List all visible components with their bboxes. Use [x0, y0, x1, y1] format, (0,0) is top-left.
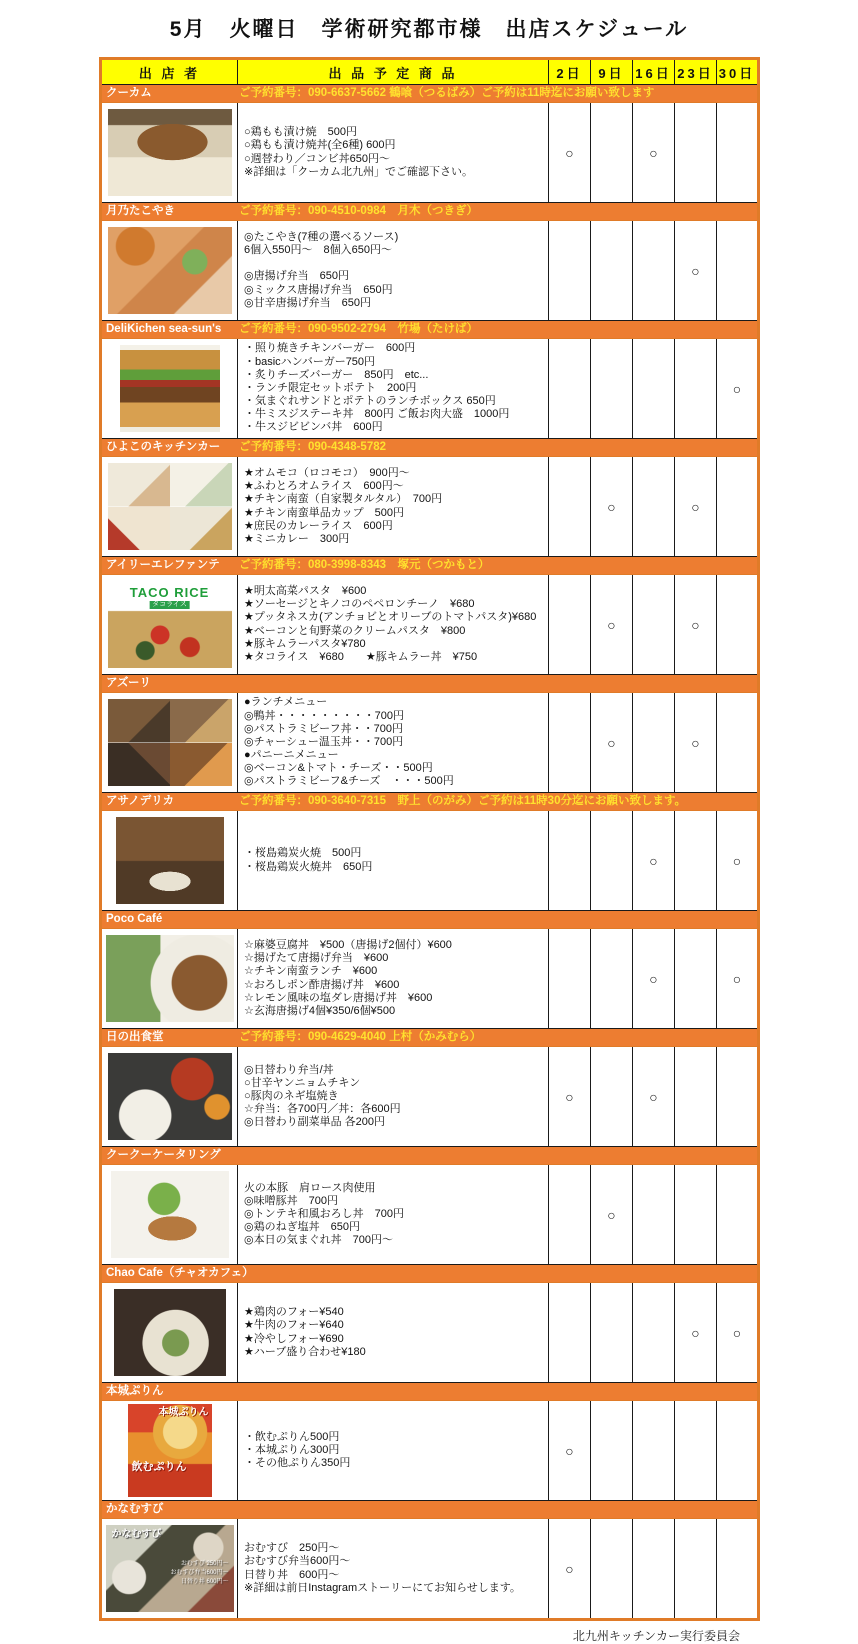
menu-line: ◎日替わり弁当/丼: [244, 1063, 334, 1076]
date-cell-2日: [549, 1519, 591, 1620]
taco-rice-photo: [108, 581, 232, 668]
vendor-bar-cell: [101, 439, 759, 457]
vendor-name: アイリーエレファンテ: [106, 559, 220, 571]
menu-line: ★ソーセージとキノコのペペロンチーノ ¥680: [244, 598, 475, 611]
date-cell-30日: [717, 1519, 759, 1620]
menu-line: ※詳細は前日Instagramストーリーにてお知らせします。: [244, 1581, 521, 1594]
menu-cell: [238, 103, 549, 203]
date-cell-30日: [717, 103, 759, 203]
vendor-photo-cell: [101, 1165, 238, 1265]
vendor-bar-cell: [101, 321, 759, 339]
onigiri-photo: [106, 1525, 234, 1612]
vendor-bar-cell: [101, 675, 759, 693]
pork-plate-photo: [111, 1171, 229, 1258]
available-circle-mark: ○: [607, 498, 616, 515]
menu-line: ★タコライス ¥680 ★豚キムラー丼 ¥750: [244, 650, 478, 663]
vendor-content-row: [101, 929, 759, 1029]
vendor-photo-cell: [101, 1283, 238, 1383]
vendor-name: Poco Café: [106, 913, 163, 925]
menu-cell: [238, 457, 549, 557]
date-cell-9日: [591, 693, 633, 793]
date-cell-2日: [549, 457, 591, 557]
vendor-section-bar: [101, 1501, 759, 1519]
photo-caption-text: TACO RICE: [129, 585, 210, 600]
vendor-section-bar: [101, 85, 759, 103]
date-cell-30日: [717, 929, 759, 1029]
date-cell-9日: [591, 811, 633, 911]
date-cell-30日: [717, 457, 759, 557]
date-cell-9日: [591, 1519, 633, 1620]
vendor-section-bar: [101, 321, 759, 339]
takoyaki-photo: [108, 227, 232, 314]
vendor-photo-cell: [101, 457, 238, 557]
photo-caption-text: 飲むぷりん: [131, 1460, 187, 1473]
date-cell-30日: [717, 339, 759, 439]
vendor-photo-cell: [101, 575, 238, 675]
date-cell-23日: [675, 221, 717, 321]
date-cell-30日: [717, 1283, 759, 1383]
vendor-name: DeliKichen sea-sun's: [106, 323, 222, 335]
menu-line: ・飲むぷりん500円: [244, 1430, 340, 1443]
menu-cell: [238, 221, 549, 321]
date-cell-2日: [549, 1401, 591, 1501]
vendor-bar: [102, 793, 757, 810]
menu-line: ◎味噌豚丼 700円: [244, 1194, 338, 1207]
vendor-section-bar: [101, 439, 759, 457]
vendor-bar: [102, 1029, 757, 1046]
menu-line: ◎唐揚げ弁当 650円: [244, 270, 349, 283]
header-date-cell: 23日: [675, 59, 717, 85]
menu-line: ・気まぐれサンドとポテトのランチボックス 650円: [244, 395, 496, 408]
date-cell-30日: [717, 693, 759, 793]
menu-line: ☆おろしポン酢唐揚げ丼 ¥600: [244, 978, 400, 991]
date-cell-30日: [717, 1401, 759, 1501]
available-circle-mark: ○: [732, 970, 742, 987]
date-cell-30日: [717, 811, 759, 911]
vendor-section-bar: [101, 1265, 759, 1283]
menu-line: ・その他ぷりん350円: [244, 1457, 351, 1470]
date-cell-16日: [633, 929, 675, 1029]
date-cell-9日: [591, 1165, 633, 1265]
menu-line: ★ベーコンと旬野菜のクリームパスタ ¥800: [244, 624, 466, 637]
vendor-content-row: [101, 1165, 759, 1265]
vendor-bar: [102, 203, 757, 220]
menu-cell: [238, 693, 549, 793]
menu-line: 日替り丼 600円～: [244, 1568, 340, 1581]
charcoal-grilled-chicken-photo: [116, 817, 224, 904]
menu-line: ◎パストラミビーフ丼・・700円: [244, 722, 403, 735]
date-cell-23日: [675, 575, 717, 675]
photo-caption-text: 日替り丼 600円～: [180, 1579, 229, 1585]
menu-line: ◎ミックス唐揚げ弁当 650円: [244, 283, 393, 296]
menu-line: ○鶏もも漬け焼丼(全6種) 600円: [244, 139, 396, 152]
date-cell-30日: [717, 1047, 759, 1147]
vendor-bar: [102, 557, 757, 574]
date-cell-16日: [633, 339, 675, 439]
vendor-bar-cell: [101, 793, 759, 811]
menu-line: ○甘辛ヤンニョムチキン: [244, 1076, 361, 1089]
menu-line: ・照り焼きチキンバーガー 600円: [244, 342, 416, 355]
available-circle-mark: ○: [732, 1324, 742, 1341]
vendor-content-row: [101, 811, 759, 911]
menu-cell: [238, 339, 549, 439]
date-cell-23日: [675, 1047, 717, 1147]
menu-line: ★冷やしフォー¥690: [244, 1332, 344, 1345]
vendor-content-row: [101, 457, 759, 557]
menu-cell: [238, 575, 549, 675]
date-cell-16日: [633, 1283, 675, 1383]
menu-line: ◎トンテキ和風おろし丼 700円: [244, 1207, 404, 1220]
menu-line: ★ふわとろオムライス 600円～: [244, 480, 404, 493]
vendor-bar-cell: [101, 203, 759, 221]
menu-line: ◎本日の気まぐれ丼 700円～: [244, 1234, 393, 1247]
vendor-photo-cell: [101, 811, 238, 911]
photo-caption-text: かなむすび: [111, 1529, 162, 1540]
date-cell-9日: [591, 339, 633, 439]
menu-line: ☆玄海唐揚げ4個¥350/6個¥500: [244, 1004, 396, 1017]
vendor-reservation-info: ご予約番号：090-9502-2794 竹場（たけば）: [239, 323, 479, 335]
hamburger-photo: [120, 345, 220, 432]
pho-bowl-photo: [114, 1289, 226, 1376]
menu-line: ・桜島鶏炭火焼丼 650円: [244, 860, 373, 873]
vendor-name: クーカム: [106, 87, 152, 99]
menu-line: ◎たこやき(7種の選べるソース): [244, 231, 399, 244]
available-circle-mark: ○: [565, 1442, 574, 1459]
vendor-bar-cell: [101, 1383, 759, 1401]
menu-line: ◎日替わり副菜単品 各200円: [244, 1116, 386, 1129]
vendor-photo-cell: [101, 929, 238, 1029]
date-cell-16日: [633, 1165, 675, 1265]
menu-line: ★牛肉のフォー¥640: [244, 1319, 344, 1332]
available-circle-mark: ○: [732, 380, 742, 397]
available-circle-mark: ○: [649, 1088, 658, 1105]
vendor-name: 本城ぷりん: [106, 1385, 164, 1397]
karaage-poster-and-mapo-bowl-photo: [106, 935, 234, 1022]
vendor-reservation-info: ご予約番号：080-3998-8343 塚元（つかもと）: [239, 559, 490, 571]
vendor-name: アズーリ: [106, 677, 151, 689]
menu-line: ★オムモコ（ロコモコ） 900円～: [244, 466, 410, 479]
menu-line: ★ミニカレー 300円: [244, 532, 350, 545]
vendor-reservation-info: ご予約番号：090-4629-4040 上村（かみむら）: [239, 1031, 482, 1043]
menu-cell: [238, 1047, 549, 1147]
menu-line: ★明太高菜パスタ ¥600: [244, 584, 367, 597]
vendor-content-row: [101, 221, 759, 321]
vendor-bar-cell: [101, 557, 759, 575]
menu-line: ◎チャーシュー温玉丼・・700円: [244, 735, 404, 748]
bento-collage-photo: [108, 463, 232, 550]
menu-cell: [238, 1283, 549, 1383]
available-circle-mark: ○: [565, 144, 574, 161]
photo-caption-text: おむすび 250円～: [180, 1561, 229, 1567]
menu-cell: [238, 1519, 549, 1620]
vendor-content-row: [101, 1401, 759, 1501]
menu-line: ○豚肉のネギ塩焼き: [244, 1089, 339, 1102]
menu-line: ・basicハンバーガー750円: [244, 355, 376, 368]
date-cell-23日: [675, 103, 717, 203]
vendor-bar-cell: [101, 1029, 759, 1047]
menu-line: ・牛ミスジステーキ丼 800円 ご飯お肉大盛 1000円: [244, 408, 510, 421]
menu-line: ☆弁当：各700円／丼：各600円: [244, 1103, 401, 1116]
vendor-content-row: [101, 693, 759, 793]
vendor-name: 日の出食堂: [106, 1031, 164, 1043]
available-circle-mark: ○: [565, 1088, 574, 1105]
vendor-reservation-info: ご予約番号：090-3640-7315 野上（のがみ）ご予約は11時30分迄にお願い致します。: [239, 795, 687, 807]
date-cell-23日: [675, 811, 717, 911]
menu-line: 火の本豚 肩ロース肉使用: [244, 1181, 376, 1194]
menu-cell: [238, 811, 549, 911]
date-cell-23日: [675, 929, 717, 1029]
photo-caption-text: おむすび弁当600円～: [170, 1570, 229, 1576]
available-circle-mark: ○: [607, 616, 616, 633]
vendor-photo-cell: [101, 1047, 238, 1147]
vendor-name: かなむすび: [106, 1503, 164, 1515]
menu-line: ・桜島鶏炭火焼 500円: [244, 847, 362, 860]
vendor-content-row: [101, 1519, 759, 1620]
header-date-cell: 2日: [549, 59, 591, 85]
menu-line: ★チキン南蛮（自家製タルタル） 700円: [244, 493, 443, 506]
vendor-bar: [102, 439, 757, 456]
date-cell-9日: [591, 221, 633, 321]
available-circle-mark: ○: [691, 616, 700, 633]
date-cell-2日: [549, 1283, 591, 1383]
footer-committee: 北九州キッチンカー実行委員会: [572, 1629, 740, 1643]
available-circle-mark: ○: [732, 852, 742, 869]
vendor-bar-cell: [101, 1501, 759, 1519]
menu-line: ◎甘辛唐揚げ弁当 650円: [244, 296, 371, 309]
date-cell-16日: [633, 103, 675, 203]
menu-line: ★鶏肉のフォー¥540: [244, 1306, 344, 1319]
menu-line: おむすび 250円～: [244, 1542, 340, 1555]
menu-line: ◎パストラミビーフ&チーズ ・・・500円: [244, 775, 454, 788]
vendor-name: Chao Cafe（チャオカフェ）: [106, 1267, 254, 1279]
vendor-section-bar: [101, 203, 759, 221]
vendor-name: アサノデリカ: [106, 795, 175, 807]
photo-caption-text: 本城ぷりん: [158, 1407, 209, 1418]
date-cell-2日: [549, 339, 591, 439]
header-date-cell: 9日: [591, 59, 633, 85]
menu-line: ☆揚げたて唐揚げ弁当 ¥600: [244, 952, 389, 965]
date-cell-9日: [591, 103, 633, 203]
date-cell-9日: [591, 575, 633, 675]
available-circle-mark: ○: [691, 1324, 700, 1341]
menu-line: ○週替わり／コンビ丼650円～: [244, 152, 390, 165]
pudding-poster-photo: [128, 1404, 212, 1497]
vendor-reservation-info: ご予約番号：090-4348-5782: [239, 441, 387, 453]
vendor-section-bar: [101, 1147, 759, 1165]
menu-line: [244, 257, 542, 270]
date-cell-30日: [717, 1165, 759, 1265]
date-cell-30日: [717, 221, 759, 321]
date-cell-23日: [675, 1519, 717, 1620]
menu-line: ☆レモン風味の塩ダレ唐揚げ丼 ¥600: [244, 991, 433, 1004]
menu-line: ★豚キムラーパスタ¥780: [244, 637, 366, 650]
meat-dishes-collage-photo: [108, 699, 232, 786]
vendor-bar: [102, 1383, 757, 1400]
vendor-bar: [102, 1501, 757, 1518]
vendor-bar-cell: [101, 1147, 759, 1165]
vendor-photo-cell: [101, 693, 238, 793]
vendor-name: 月乃たこやき: [106, 205, 175, 217]
header-date-cell: 30日: [717, 59, 759, 85]
menu-line: ・本城ぷりん300円: [244, 1443, 340, 1456]
schedule-table: [99, 57, 760, 1621]
menu-line: ☆麻婆豆腐丼 ¥500（唐揚げ2個付）¥600: [244, 938, 452, 951]
date-cell-2日: [549, 1047, 591, 1147]
available-circle-mark: ○: [565, 1560, 574, 1577]
available-circle-mark: ○: [649, 852, 658, 869]
header-vendor-cell: 出 店 者: [101, 59, 238, 85]
vendor-bar: [102, 321, 757, 338]
available-circle-mark: ○: [607, 734, 616, 751]
vendor-content-row: [101, 575, 759, 675]
date-cell-2日: [549, 221, 591, 321]
vendor-content-row: [101, 103, 759, 203]
date-cell-9日: [591, 929, 633, 1029]
date-cell-23日: [675, 339, 717, 439]
date-cell-16日: [633, 1401, 675, 1501]
vendor-name: クークーケータリング: [106, 1149, 221, 1161]
vendor-section-bar: [101, 911, 759, 929]
available-circle-mark: ○: [691, 498, 700, 515]
vendor-content-row: [101, 1047, 759, 1147]
menu-line: ★ハーブ盛り合わせ¥180: [244, 1345, 366, 1358]
date-cell-9日: [591, 1283, 633, 1383]
available-circle-mark: ○: [607, 1206, 616, 1223]
vendor-photo-cell: [101, 103, 238, 203]
vendor-bar: [102, 85, 757, 102]
date-cell-2日: [549, 575, 591, 675]
vendor-bar: [102, 1147, 757, 1164]
date-cell-9日: [591, 457, 633, 557]
date-cell-16日: [633, 1047, 675, 1147]
header-date-cell: 16日: [633, 59, 675, 85]
date-cell-2日: [549, 929, 591, 1029]
menu-line: ★プッタネスカ(アンチョビとオリーブのトマトパスタ)¥680: [244, 611, 537, 624]
menu-line: ◎鴨丼・・・・・・・・・700円: [244, 709, 404, 722]
menu-line: ・ランチ限定セットポテト 200円: [244, 381, 417, 394]
date-cell-23日: [675, 1401, 717, 1501]
menu-line: ●ランチメニュー: [244, 696, 328, 709]
vendor-bar-cell: [101, 1265, 759, 1283]
date-cell-30日: [717, 575, 759, 675]
date-cell-9日: [591, 1401, 633, 1501]
page-title: 5月 火曜日 学術研究都市様 出店スケジュール: [169, 18, 689, 41]
date-cell-2日: [549, 1165, 591, 1265]
vendor-photo-cell: [101, 1519, 238, 1620]
date-cell-2日: [549, 693, 591, 793]
menu-cell: [238, 1165, 549, 1265]
available-circle-mark: ○: [691, 262, 700, 279]
menu-line: 6個入550円～ 8個入650円～: [244, 244, 392, 257]
menu-line: ◎鶏のねぎ塩丼 650円: [244, 1221, 360, 1234]
header-products-cell: 出 品 予 定 商 品: [238, 59, 549, 85]
vendor-bar: [102, 675, 757, 692]
grilled-chicken-plate-photo: [108, 109, 232, 196]
vendor-section-bar: [101, 793, 759, 811]
menu-line: ★チキン南蛮単品カップ 500円: [244, 506, 404, 519]
menu-line: ●パニーニメニュー: [244, 749, 339, 762]
vendor-section-bar: [101, 1029, 759, 1047]
vendor-section-bar: [101, 1383, 759, 1401]
date-cell-2日: [549, 811, 591, 911]
vendor-section-bar: [101, 557, 759, 575]
menu-line: ◎ベーコン&トマト・チーズ・・500円: [244, 762, 433, 775]
date-cell-9日: [591, 1047, 633, 1147]
date-cell-23日: [675, 693, 717, 793]
photo-caption-text: タコライス: [149, 601, 190, 609]
vendor-content-row: [101, 339, 759, 439]
menu-line: ・炙りチーズバーガー 850円 etc...: [244, 368, 429, 381]
available-circle-mark: ○: [691, 734, 700, 751]
vendor-reservation-info: ご予約番号：090-6637-5662 鶴喰（つるばみ）ご予約は11時迄にお願い致します: [239, 87, 655, 99]
vendor-bar: [102, 911, 757, 928]
date-cell-23日: [675, 457, 717, 557]
date-cell-16日: [633, 221, 675, 321]
menu-cell: [238, 1401, 549, 1501]
date-cell-16日: [633, 1519, 675, 1620]
menu-line: ・牛スジビビンバ丼 600円: [244, 421, 383, 434]
vendor-reservation-info: ご予約番号：090-4510-0984 月木（つきぎ）: [239, 205, 479, 217]
vendor-photo-cell: [101, 339, 238, 439]
menu-line: おむすび弁当600円～: [244, 1555, 351, 1568]
menu-line: ☆チキン南蛮ランチ ¥600: [244, 965, 378, 978]
vendor-name: ひよこのキッチンカー: [106, 441, 221, 453]
date-cell-16日: [633, 693, 675, 793]
date-cell-16日: [633, 457, 675, 557]
vendor-photo-cell: [101, 221, 238, 321]
vendor-bar-cell: [101, 85, 759, 103]
date-cell-16日: [633, 811, 675, 911]
date-cell-2日: [549, 103, 591, 203]
available-circle-mark: ○: [649, 144, 658, 161]
date-cell-23日: [675, 1283, 717, 1383]
vendor-bar: [102, 1265, 757, 1282]
menu-cell: [238, 929, 549, 1029]
bento-box-photo: [108, 1053, 232, 1140]
menu-line: ○鶏もも漬け焼 500円: [244, 126, 357, 139]
vendor-section-bar: [101, 675, 759, 693]
vendor-bar-cell: [101, 911, 759, 929]
date-cell-16日: [633, 575, 675, 675]
vendor-photo-cell: [101, 1401, 238, 1501]
table-header-row: [101, 59, 759, 85]
available-circle-mark: ○: [649, 970, 658, 987]
menu-line: ★庶民のカレーライス 600円: [244, 519, 393, 532]
vendor-content-row: [101, 1283, 759, 1383]
menu-line: ※詳細は「クーカム北九州」でご確認下さい。: [244, 165, 473, 178]
date-cell-23日: [675, 1165, 717, 1265]
